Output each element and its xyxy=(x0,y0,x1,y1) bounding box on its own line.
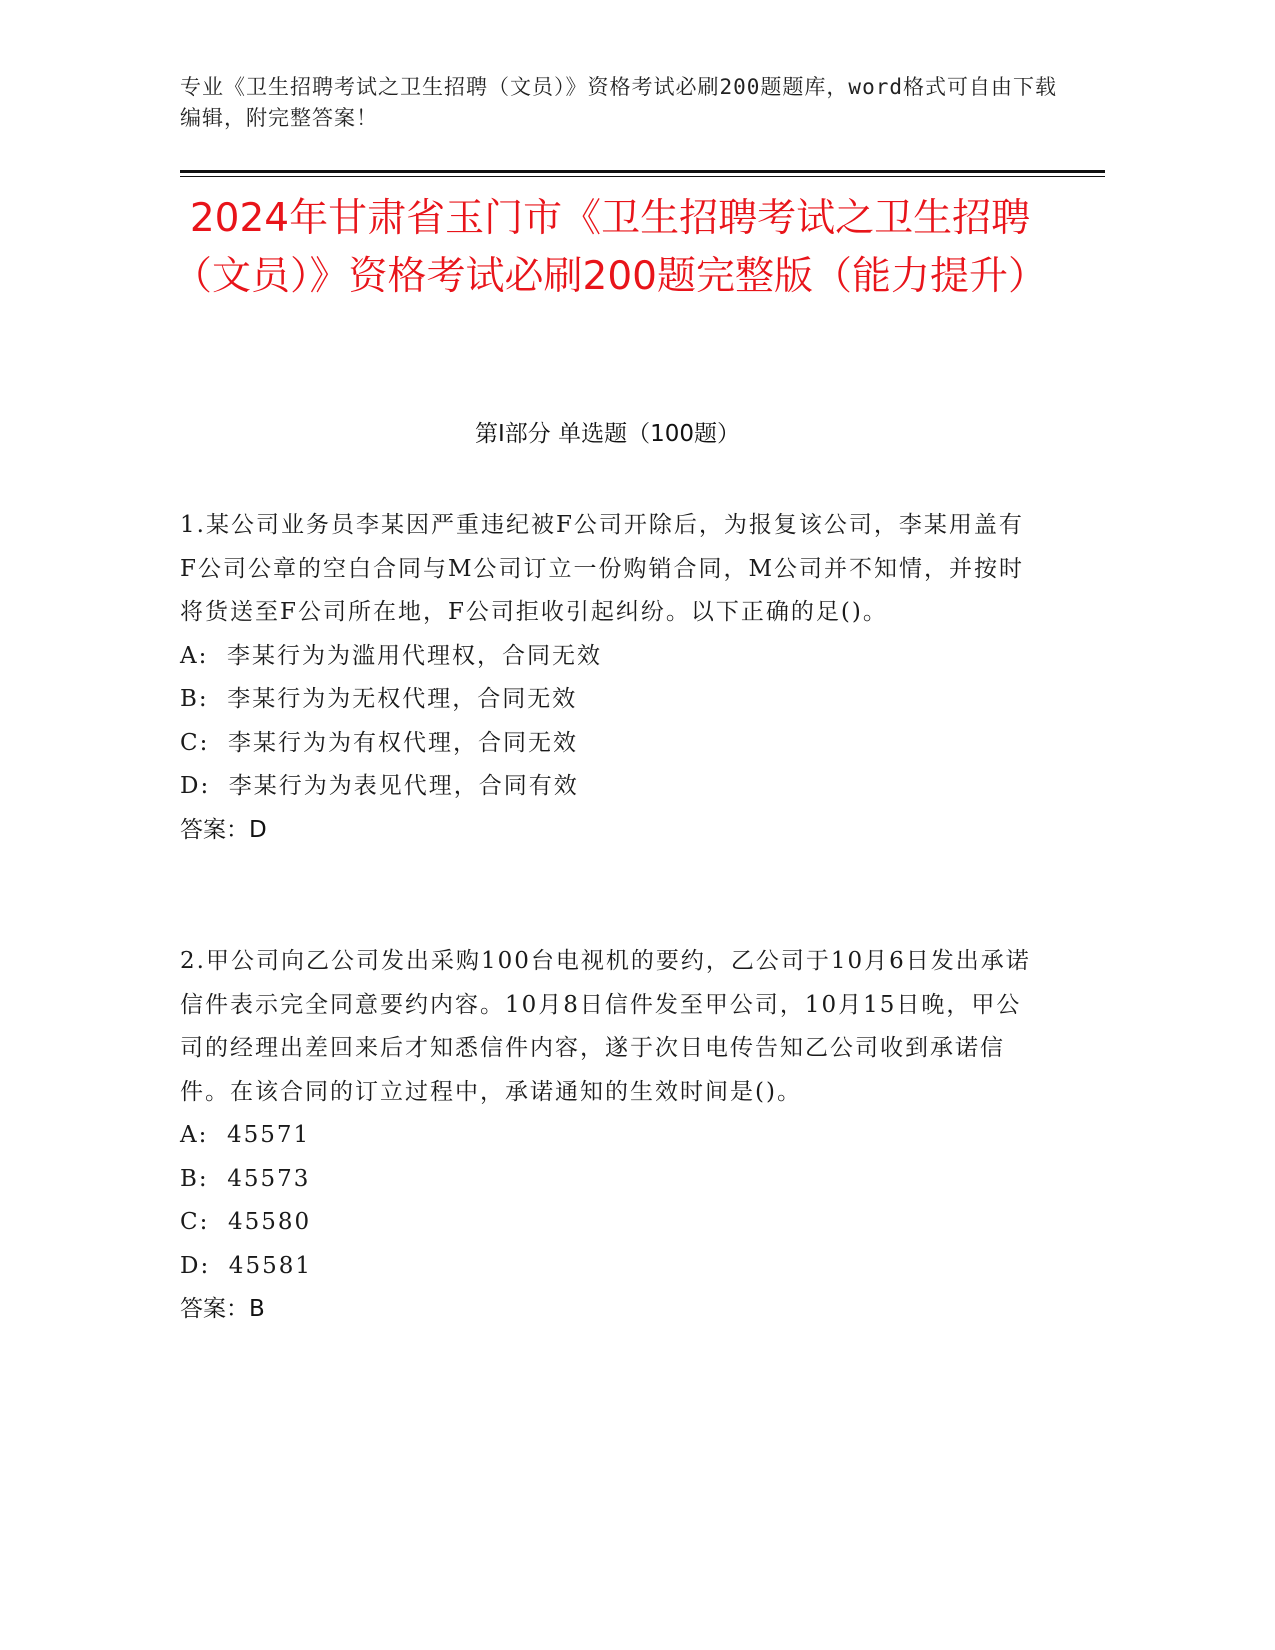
option-b: B: 45573 xyxy=(180,1165,311,1192)
option-b: B: 李某行为为无权代理，合同无效 xyxy=(180,686,578,712)
answer-line: 答案：B xyxy=(180,1296,265,1322)
question-1 xyxy=(180,504,1040,852)
option-a: A: 李某行为为滥用代理权，合同无效 xyxy=(180,642,602,669)
option-c: C: 45580 xyxy=(180,1209,312,1235)
document-title: 2024年甘肃省玉门市《卫生招聘考试之卫生招聘（文员）》资格考试必刷200题完整版（能力提升） xyxy=(173,196,1047,299)
option-c: C: 李某行为为有权代理，合同无效 xyxy=(180,729,578,756)
question-stem: 2.甲公司向乙公司发出采购100台电视机的要约，乙公司于10月6日发出承诺信件表示完全同意要约内容。10月8日信件发至甲公司，10月15日晚，甲公司的经理出差回来后才知悉信件内容，遂于次日电传告知乙公司收到承诺信件。在该合同的订立过程中，承诺通知的生效时间是()。 xyxy=(180,948,1031,1105)
section-title: 第I部分 单选题（100题） xyxy=(475,421,740,447)
header-divider-thin xyxy=(180,176,1105,177)
option-d: D: 李某行为为表见代理，合同有效 xyxy=(180,773,579,799)
question-stem: 1.某公司业务员李某因严重违纪被F公司开除后，为报复该公司，李某用盖有F公司公章的空白合同与M公司订立一份购销合同，M公司并不知情，并按时将货送至F公司所在地，F公司拒收引起纠纷。以下正确的足()。 xyxy=(180,512,1025,625)
header-divider-thick xyxy=(180,170,1105,173)
header-note: 专业《卫生招聘考试之卫生招聘（文员）》资格考试必刷200题题库，word格式可自由下载编辑，附完整答案！ xyxy=(180,75,1057,130)
option-a: A: 45571 xyxy=(180,1122,311,1148)
option-d: D: 45581 xyxy=(180,1252,312,1279)
question-2 xyxy=(180,940,1040,1332)
answer-line: 答案：D xyxy=(180,816,267,843)
